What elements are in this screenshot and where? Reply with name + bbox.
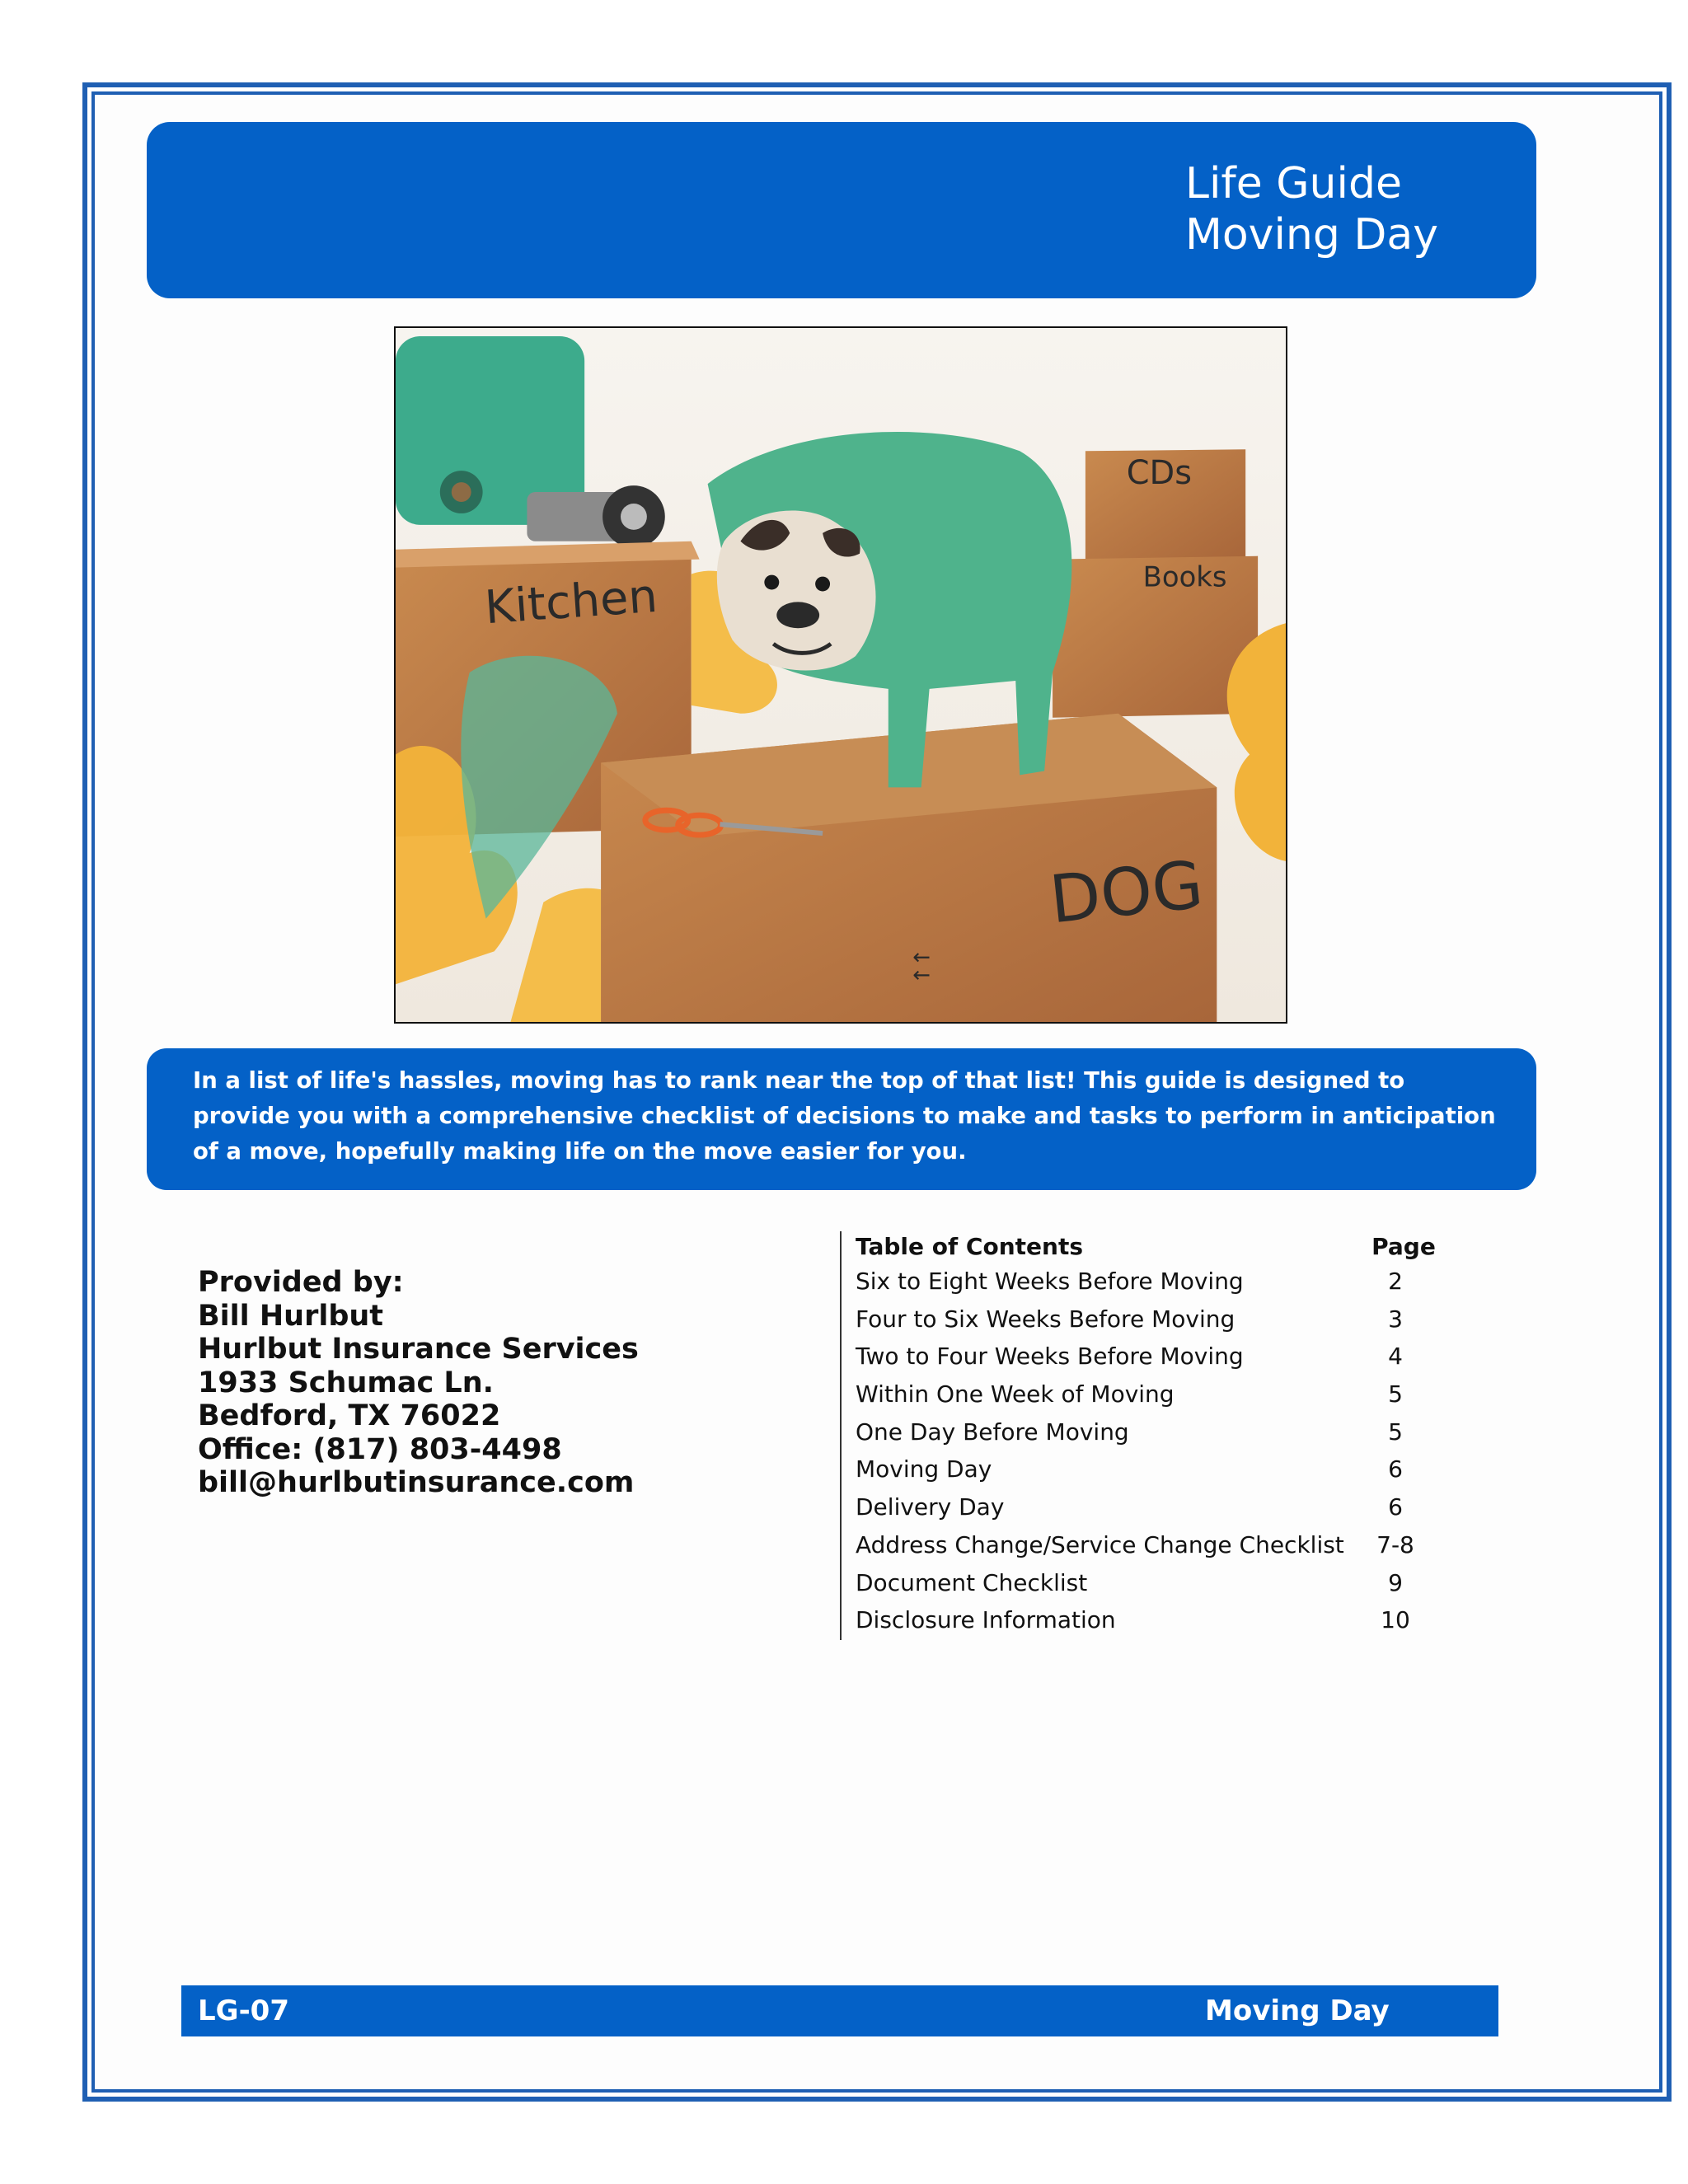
toc-item-page: 5 (1388, 1418, 1403, 1446)
toc-item-label: Delivery Day (856, 1493, 1005, 1521)
intro-text: In a list of life's hassles, moving has to rank near the top of that list! This guide is designed to provide you with a comprehensive checklist of decisions to make and tasks to perform in anticipation of a move, hopefully making life on the move easier for you. (193, 1067, 1496, 1165)
toc-header-row (856, 1231, 1449, 1263)
toc-item-page: 2 (1388, 1268, 1403, 1295)
provider-heading: Provided by: (198, 1266, 404, 1299)
toc-row (856, 1601, 1449, 1639)
provider-city: Bedford, TX 76022 (198, 1399, 501, 1432)
cover-photo (394, 326, 1287, 1024)
provider-name: Bill Hurlbut (198, 1299, 384, 1333)
toc-item-page: 6 (1388, 1455, 1403, 1483)
cds-label: CDs (1126, 454, 1192, 493)
provider-block (198, 1266, 639, 1500)
bulldog-moving-boxes-illustration (396, 328, 1286, 1022)
kitchen-label: Kitchen (483, 569, 659, 635)
table-of-contents (856, 1231, 1449, 1639)
books-label: Books (1142, 560, 1227, 593)
title-banner (147, 122, 1536, 298)
footer-title: Moving Day (1205, 1994, 1390, 2027)
toc-item-label: Six to Eight Weeks Before Moving (856, 1268, 1244, 1295)
provider-company: Hurlbut Insurance Services (198, 1333, 639, 1366)
toc-item-label: Address Change/Service Change Checklist (856, 1530, 1344, 1558)
toc-row (856, 1451, 1449, 1488)
toc-item-page: 7-8 (1376, 1530, 1414, 1558)
toc-page-heading: Page (1372, 1233, 1436, 1260)
toc-item-label: Within One Week of Moving (856, 1380, 1175, 1408)
dog-label: DOG (1046, 846, 1207, 939)
toc-item-page: 9 (1388, 1568, 1403, 1596)
toc-item-page: 3 (1388, 1305, 1403, 1333)
footer-code: LG-07 (198, 1994, 289, 2027)
svg-text:↑↑: ↑↑ (910, 948, 935, 985)
toc-row (856, 1376, 1449, 1413)
toc-item-page: 10 (1381, 1606, 1410, 1634)
toc-row (856, 1564, 1449, 1602)
intro-banner (147, 1048, 1536, 1190)
toc-item-label: Four to Six Weeks Before Moving (856, 1305, 1236, 1333)
toc-item-page: 6 (1388, 1493, 1403, 1521)
provider-email[interactable]: bill@hurlbutinsurance.com (198, 1466, 635, 1499)
toc-row (856, 1301, 1449, 1338)
title-line-1: Life Guide (1185, 159, 1402, 209)
toc-item-label: Disclosure Information (856, 1606, 1116, 1634)
toc-item-page: 5 (1388, 1380, 1403, 1408)
provider-phone: Office: (817) 803-4498 (198, 1432, 562, 1466)
toc-row (856, 1413, 1449, 1451)
toc-row (856, 1263, 1449, 1301)
toc-row (856, 1488, 1449, 1526)
toc-item-label: Document Checklist (856, 1568, 1088, 1596)
toc-row (856, 1338, 1449, 1376)
toc-item-label: Two to Four Weeks Before Moving (856, 1343, 1244, 1371)
title-line-2: Moving Day (1185, 210, 1439, 260)
toc-divider (840, 1231, 842, 1640)
toc-item-label: One Day Before Moving (856, 1418, 1129, 1446)
toc-item-page: 4 (1388, 1343, 1403, 1371)
footer-bar (181, 1985, 1498, 2036)
toc-item-label: Moving Day (856, 1455, 992, 1483)
provider-street: 1933 Schumac Ln. (198, 1366, 494, 1399)
toc-heading: Table of Contents (856, 1233, 1084, 1260)
toc-row (856, 1526, 1449, 1564)
